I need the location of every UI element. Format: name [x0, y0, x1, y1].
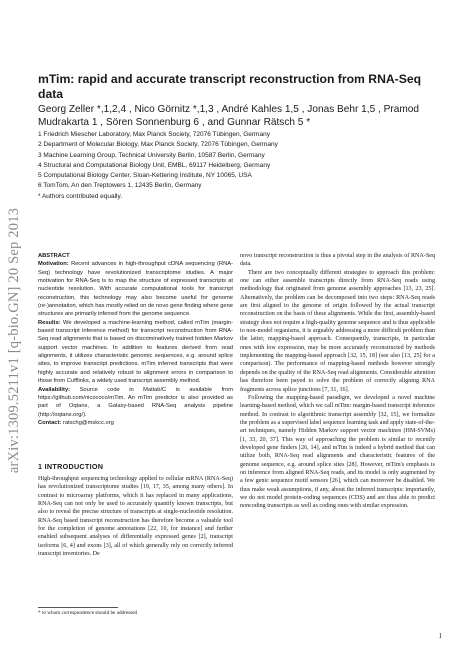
paper-title: mTim: rapid and accurate transcript reconstruction from RNA-Seq data [38, 72, 422, 101]
contact-label: Contact: [38, 419, 62, 426]
affiliation-4: 4 Structural and Computational Biology Unit, EMBL, 69117 Heidelberg, Germany [38, 161, 271, 169]
affiliation-5: 5 Computational Biology Center, Sloan-Kettering Institute, NY 10065, USA [38, 172, 252, 180]
footnote-rule [38, 607, 118, 608]
authors-line-2: Mudrakarta 1 , Sören Sonnenburg 6 , and Gunnar Rätsch 5 * [38, 117, 311, 128]
introduction-body [38, 475, 233, 558]
affiliation-1: 1 Friedrich Miescher Laboratory, Max Planck Society, 72076 Tübingen, Germany [38, 131, 270, 138]
intro-paragraph: High-throughput sequencing technology applied to cellular mRNA (RNA-Seq) has revolutionized transcriptome studies [19, 17, 35, among many others]. In contrast to microarray platforms, which it has replaced in many applications, RNA-Seq can not only be used to accurately quantify known transcripts, but also to reveal the precise structure of transcripts at single-nucleotide resolution. RNA-Seq based transcript reconstruction has therefore become a valuable tool for the completion of genome annotations [22, 10, for instance] and further enabled subsequent analyses of differentially expressed genes [2], transcript isoforms [6, 4] and exons [3], all of which generally rely on correctly inferred transcript inventories. De [38, 476, 233, 558]
right-paragraph-3: Following the mapping-based paradigm, we developed a novel machine learning-based method, which we call mTim: margin-based transcript inference method. In contrast to algorithmic transcript assembly [32, 15], we formalize the problem as a supervised label sequence learning task and apply state-of-the-art techniques, namely Hidden Markov support vector machines (HM-SVMs) [1, 33, 20, 37]. This way of approaching the problem is similar to recently developed gene finders [26, 14], and mTim is indeed a hybrid method that can utilize both, RNA-Seq read alignments and characteristic features of the genome sequence, e.g. around splice sites [28]. However, mTim's emphasis is on inference from aligned RNA-Seq reads, and its model is only augmented by a few genic sequence motif sensors [26], which can moreover be disabled. We thus make weak assumptions, if any, about the inferred transcripts: importantly, we do not model protein-coding sequences (CDS) and are thus able to predict noncoding transcripts as well as coding ones with similar expression. [240, 394, 435, 510]
affiliation-2: 2 Department of Molecular Biology, Max Planck Society, 72076 Tübingen, Germany [38, 141, 278, 149]
right-paragraph-2: There are two conceptually different strategies to approach this problem: one can either assemble transcripts directly from RNA-Seq reads using methodology that originated from genome assembly approaches [13, 23, 25]. Alternatively, the problem can be decomposed into two steps: RNA-Seq reads are first aligned to the genome of origin followed by the actual transcript reconstruction on the basis of these alignments. While the first, assembly-based strategy does not require a high-quality genome sequence and is thus applicable to non-model organisms, it is arguably addressing a more difficult problem than the latter, mapping-based approach. Consequently, transcripts, in particular ones with low expression, may be more accurately reconstructed by methods implementing the mapping-based approach [32, 15, 18] (see also [13, 25] for a comparison). The performance of mapping-based methods however strongly depends on the quality of the RNA-Seq read alignments. Considerable attention has therefore been payed to solve the problem of correctly aligning RNA fragments across splice junctions [7, 31, 16]. [240, 269, 435, 393]
equal-contribution-note: * Authors contributed equally. [38, 192, 123, 200]
arxiv-sidebar-stamp [4, 150, 26, 530]
footnote: * to whom correspondence should be addressed [38, 610, 138, 616]
affiliation-3: 3 Machine Learning Group, Technical University Berlin, 10587 Berlin, Germany [38, 151, 265, 159]
introduction-heading: 1 INTRODUCTION [38, 462, 104, 471]
availability-text: Source code in Matlab/C is available from https://github.com/nicococo/mTim. An mTim predictor is also provided as part of Oqtans, a Galaxy-based RNA-Seq analysis pipeline (http://oqtans.org/). [38, 386, 233, 418]
authors-line-1: Georg Zeller *,1,2,4 , Nico Görnitz *,1,3 , André Kahles 1,5 , Jonas Behr 1,5 , Pramod [38, 104, 419, 115]
motivation-label: Motivation: [38, 261, 69, 268]
abstract [38, 252, 233, 427]
affiliation-6: 6 TomTom, An den Treptowers 1, 12435 Berlin, Germany [38, 182, 202, 190]
motivation-text: Recent advances in high-throughput cDNA sequencing (RNA-Seq) technology have revolutionized transcriptome studies. A major motivation for RNA-Seq is to map the structure of expressed transcripts at nucleotide resolution. With accurate computational tools for transcript reconstruction, this technology may also become useful for genome (re-)annotation, which has mostly relied on de novo gene finding where gene structures are primarily inferred from the genome sequence. [38, 261, 233, 318]
affiliation-list [38, 130, 443, 202]
right-column-body [240, 252, 435, 511]
results-label: Results: [38, 319, 61, 326]
availability-label: Availability: [38, 386, 71, 393]
arxiv-identifier: arXiv:1309.5211v1 [q-bio.GN] 20 Sep 2013 [6, 207, 23, 473]
results-text: We developed a machine-learning method, called mTim (margin-based transcript inference method) for transcript reconstruction from RNA-Seq read alignments that is based on discriminatively trained hidden Markov support vector machines. In addition to features derived from read alignments, it utilizes characteristic genomic sequences, e.g. around splice sites, to improve transcript predictions. mTim inferred transcripts that were highly accurate and relatively robust to alignment errors in comparison to those from Cufflinks, a widely used transcript assembly method. [38, 319, 233, 385]
right-paragraph-1: novo transcript reconstruction is thus a pivotal step in the analysis of RNA-Seq data. [240, 253, 435, 268]
author-list [38, 103, 443, 129]
contact-email[interactable]: ratschg@mskcc.org [62, 419, 114, 426]
abstract-heading: ABSTRACT [38, 253, 70, 259]
page-number: 1 [438, 632, 442, 640]
